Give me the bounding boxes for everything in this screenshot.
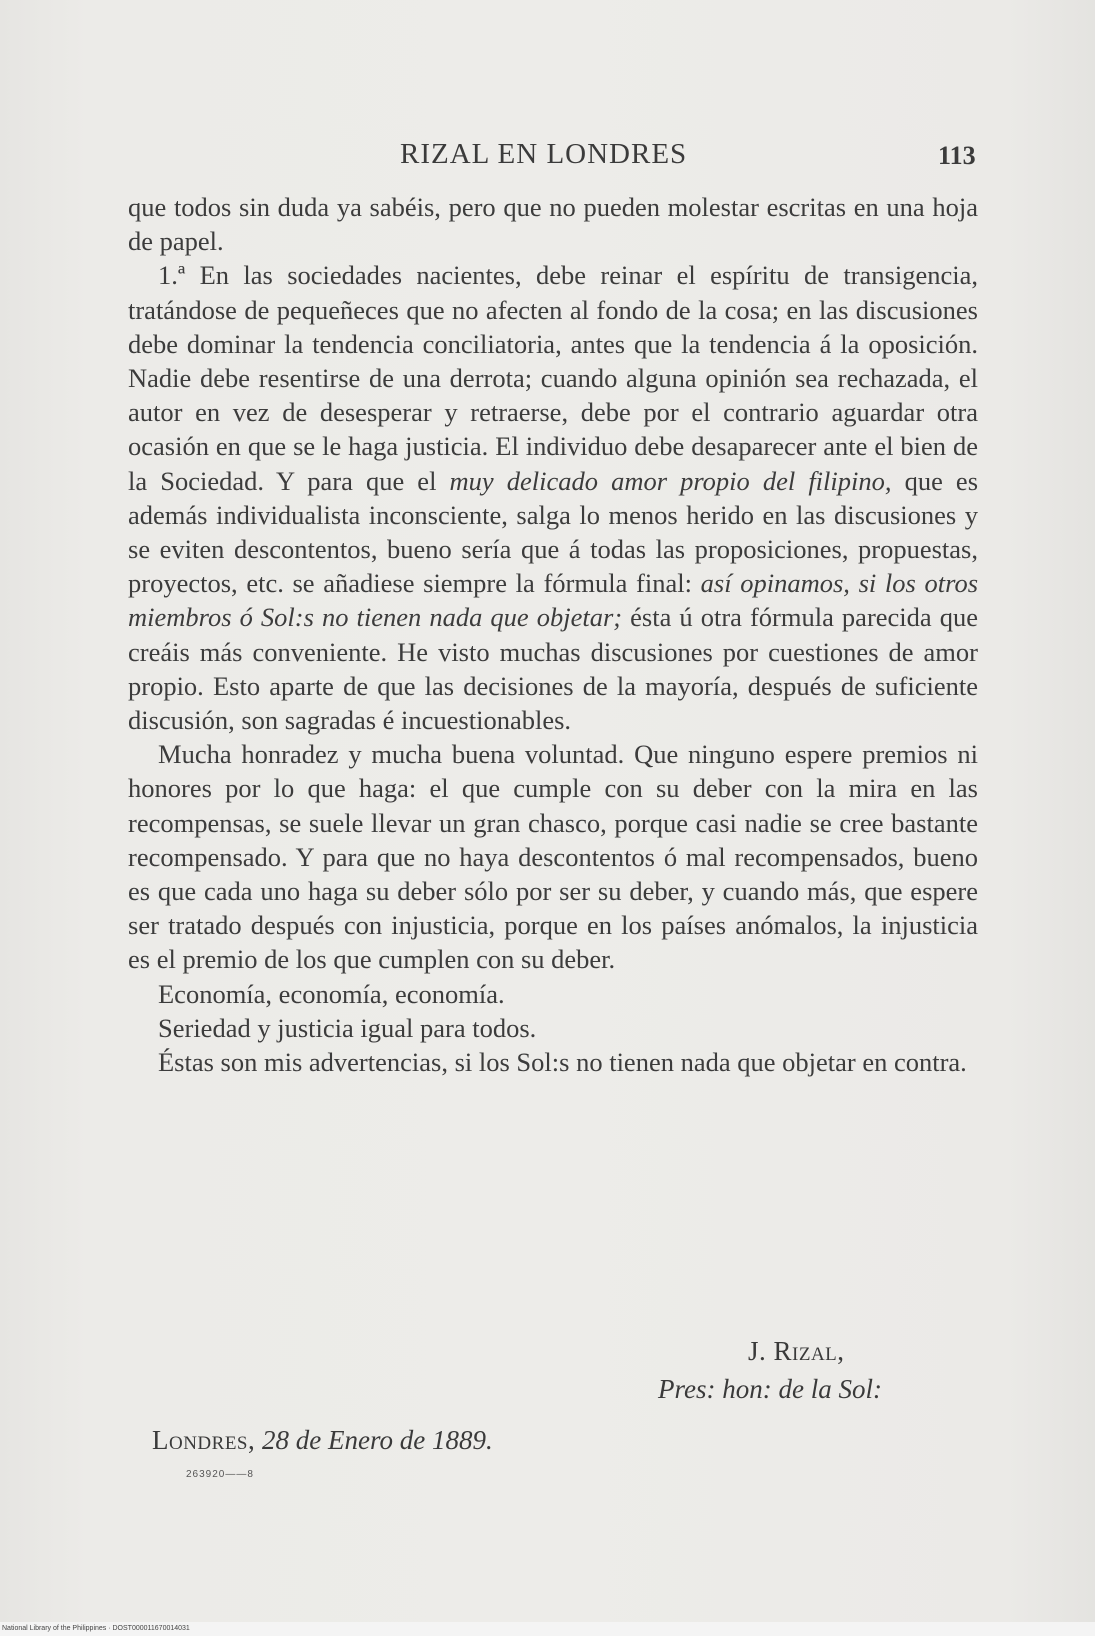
running-title: RIZAL EN LONDRES [400, 138, 688, 170]
paragraph-4: Economía, economía, economía. [158, 978, 505, 1009]
body-text [128, 190, 978, 1079]
closing-place: Londres, [152, 1425, 256, 1455]
page-number: 113 [938, 141, 976, 170]
signature-title: Pres: hon: de la Sol: [658, 1374, 882, 1404]
paragraph-2-part-c: ésta ú otra fórmula parecida que creáis más conveniente. He visto muchas discusiones por cuestiones de amor propio. Esto aparte de que las decisiones de la mayoría, después de suficiente discusión, son sagradas é incuestionables. [128, 602, 978, 736]
paragraph-2-part-a: 1.ª En las sociedades nacientes, debe reinar el espíritu de transigencia, tratándose de pequeñeces que no afecten al fondo de la cosa; en las discusiones debe dominar la tendencia conciliatoria, antes que la tendencia á la oposición. Nadie debe resentirse de una derrota; cuando alguna opinión sea rechazada, el autor en vez de desesperar y retraerse, debe por el contrario aguardar otra ocasión en que se le haga justicia. El individuo debe desaparecer ante el bien de la Sociedad. Y para que el [128, 260, 978, 496]
paragraph-6: Éstas son mis advertencias, si los Sol:s no tienen nada que objetar en contra. [158, 1047, 967, 1078]
paragraph-5: Seriedad y justicia igual para todos. [158, 1012, 537, 1043]
signature-block [0, 1336, 1095, 1416]
archive-footer: National Library of the Philippines · DOST000011670014031 [0, 1622, 1095, 1636]
print-code: 263920——8 [186, 1469, 254, 1480]
closing-date: 28 de Enero de 1889. [262, 1425, 493, 1455]
paragraph-3: Mucha honradez y mucha buena voluntad. Que ninguno espere premios ni honores por lo que haga: el que cumple con su deber con la mira en las recompensas, se suele llevar un gran chasco, porque casi nadie se cree bastante recompensado. Y para que no haya descontentos ó mal recompensados, bueno es que cada uno haga su deber sólo por ser su deber, y cuando más, que espere ser tratado después con injusticia, porque en los países anómalos, la injusticia es el premio de los que cumplen con su deber. [128, 739, 978, 975]
place-date-line [152, 1425, 493, 1456]
page-header [0, 138, 1095, 178]
paragraph-1: que todos sin duda ya sabéis, pero que no pueden molestar escritas en una hoja de papel. [128, 192, 978, 257]
paragraph-2 [128, 258, 978, 737]
paragraph-2-part-b: que es además individualista inconsciente, salga lo menos herido en las discusiones y se eviten descontentos, bueno sería que á todas las proposiciones, propuestas, proyectos, etc. se añadiese siempre la fórmula final: [128, 465, 979, 599]
paragraph-2-italic-2: así opinamos, si los otros miembros ó Sol:s no tienen nada que objetar; [128, 568, 979, 633]
signature-name: J. Rizal, [748, 1336, 845, 1366]
paragraph-2-italic-1: muy delicado amor propio del filipino, [449, 465, 892, 496]
